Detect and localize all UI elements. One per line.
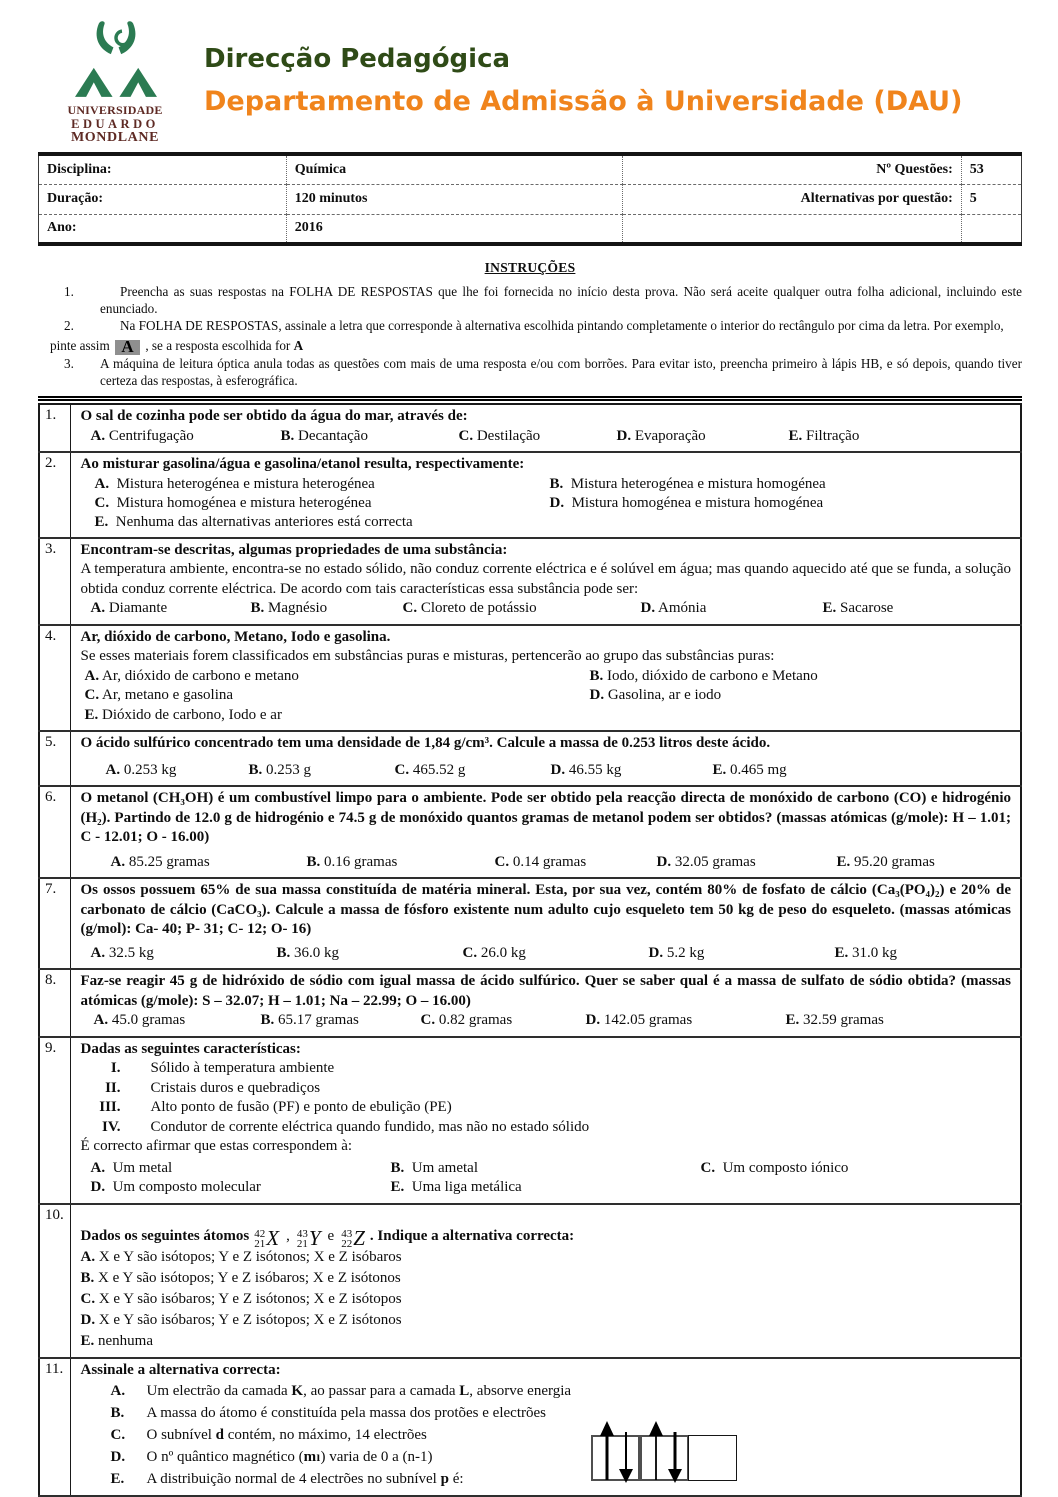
option-a: A. Mistura heterogénea e mistura heterogénea	[94, 475, 375, 492]
disciplina-value: Química	[286, 154, 622, 184]
instruction-item-2	[64, 317, 1022, 334]
option-a: A. 32.5 kg	[90, 944, 154, 961]
option-c: C. 0.82 gramas	[420, 1012, 513, 1028]
orbital-box-empty	[688, 1435, 737, 1481]
option-a: A. Centrifugação	[90, 427, 194, 444]
option-c: C. 465.52 g	[394, 761, 466, 778]
option-b: B. 0.16 gramas	[306, 853, 398, 870]
instruction-text: Preencha as suas respostas na FOLHA DE RESPOSTAS que lhe foi fornecida no início desta prova. Não será aceite qualquer outra folha adicional, incluindo este enunciado.	[100, 284, 1022, 316]
paint-example-post: , se a resposta escolhida for A	[145, 338, 304, 353]
question-stem: Assinale a alternativa correcta:	[80, 1361, 281, 1378]
option-d: D. Um composto molecular	[90, 1179, 261, 1195]
filled-rectangle-example-icon: A	[115, 340, 140, 355]
question-number: 2.	[39, 452, 70, 538]
characteristic-item-1: I. Sólido à temperatura ambiente	[110, 1060, 335, 1076]
option-c: C. 26.0 kg	[462, 944, 526, 961]
instruction-item-1	[64, 283, 1022, 317]
option-c: C. Cloreto de potássio	[402, 600, 537, 616]
characteristic-item-3: III. Alto ponto de fusão (PF) e ponto de ebulição (PE)	[99, 1099, 452, 1115]
option-a: A. Ar, dióxido de carbono e metano	[84, 667, 299, 684]
option-b: B. Magnésio	[250, 600, 328, 616]
alternativas-value: 5	[961, 184, 1021, 214]
orbital-box-paired-1	[591, 1435, 640, 1481]
question-row-1	[39, 404, 1021, 452]
option-b: B. 65.17 gramas	[260, 1012, 359, 1028]
option-d: D. 5.2 kg	[648, 944, 705, 961]
option-b: B. Mistura heterogénea e mistura homogénea	[549, 475, 826, 492]
option-a: A. 85.25 gramas	[110, 853, 210, 870]
question-stem: Dados os seguintes átomos 42 21 X , 43 21 Y e 43 22 Z . Indique a alternativa correcta:	[80, 1225, 575, 1250]
question-row-10	[39, 1204, 1021, 1358]
info-empty-cell	[622, 214, 961, 244]
question-body-text: A temperatura ambiente, encontra-se no estado sólido, não conduz corrente eléctrica e é solúvel em água; mas quando aquecido até que se funda, a solução obtida conduz corrente eléctrica. De acordo com tais características essa substância pode ser:	[80, 561, 1011, 597]
option-a: A. 0.253 kg	[105, 761, 177, 778]
options-row	[111, 853, 1012, 873]
instructions-title: INSTRUÇÕES	[484, 260, 576, 275]
option-c: C. Um composto iónico	[700, 1159, 849, 1176]
question-row-8	[39, 969, 1021, 1037]
option-e: E. 32.59 gramas	[785, 1012, 884, 1028]
option-d: D. Mistura homogénea e mistura homogénea	[549, 494, 824, 511]
duracao-label: Duração:	[39, 184, 287, 214]
atom-separator: e	[327, 1228, 335, 1244]
option-d: D. O nº quântico magnético (mₗ) varia de 0 a (n-1)	[110, 1449, 433, 1465]
options-row	[91, 944, 1012, 964]
question-row-6	[39, 786, 1021, 878]
question-row-2	[39, 452, 1021, 538]
options-row	[91, 1159, 1012, 1179]
option-e: E. 95.20 gramas	[836, 853, 935, 870]
option-b: B. 36.0 kg	[276, 944, 340, 961]
up-down-arrows-icon	[643, 1420, 688, 1484]
question-stem: O sal de cozinha pode ser obtido da água do mar, através de:	[80, 408, 468, 424]
option-e: E. 0.465 mg	[712, 761, 787, 778]
question-stem: Encontram-se descritas, algumas propriedades de uma substância:	[80, 541, 508, 558]
option-e: E. nenhuma	[80, 1332, 153, 1349]
question-stem: Ao misturar gasolina/água e gasolina/etanol resulta, respectivamente:	[80, 456, 525, 472]
question-stem: Faz-se reagir 45 g de hidróxido de sódio com igual massa de ácido sulfúrico. Quer se saber qual é a massa de sulfato de sódio obtida? (massas atómicas (g/mole): S – 32.07; H – 1.01; Na – 22.99; O – 16.00)	[80, 973, 1011, 1009]
header-titles	[194, 20, 962, 117]
option-c: C. Destilação	[458, 427, 541, 444]
option-c: C. Ar, metano e gasolina	[84, 687, 234, 703]
question-stem: Ar, dióxido de carbono, Metano, Iodo e gasolina.	[80, 628, 391, 645]
question-number: 3.	[39, 538, 70, 625]
duracao-value: 120 minutos	[286, 184, 622, 214]
option-c: C. X e Y são isóbaros; Y e Z isótonos; X e Z isótopos	[80, 1290, 402, 1307]
isotope-atom-y: 43 21 Y	[296, 1225, 321, 1250]
option-a: A. Um electrão da camada K, ao passar para a camada L, absorve energia	[110, 1383, 572, 1399]
option-b: B. Iodo, dióxido de carbono e Metano	[589, 667, 818, 684]
ano-value: 2016	[286, 214, 622, 244]
options-row	[94, 1011, 1012, 1031]
characteristic-item-4: IV. Condutor de corrente eléctrica quando fundido, mas não no estado sólido	[102, 1118, 590, 1135]
alternativas-label: Alternativas por questão:	[622, 184, 961, 214]
question-row-9	[39, 1037, 1021, 1204]
option-b: B. Um ametal	[390, 1159, 478, 1176]
university-logo-block	[38, 20, 194, 145]
disciplina-label: Disciplina:	[39, 154, 287, 184]
option-a: A. 45.0 gramas	[93, 1012, 186, 1028]
options-row	[85, 667, 1012, 726]
option-e: E. Filtração	[788, 427, 860, 444]
question-number: 10.	[39, 1204, 70, 1358]
options-row	[91, 599, 1012, 619]
question-number: 4.	[39, 625, 70, 732]
question-row-5	[39, 731, 1021, 786]
atom-separator: ,	[286, 1228, 290, 1244]
options-row	[95, 475, 1012, 532]
num-questoes-value: 53	[961, 154, 1021, 184]
question-number: 5.	[39, 731, 70, 786]
university-name-line2: EDUARDO	[71, 116, 159, 131]
question-stem: Os ossos possuem 65% de sua massa constituída de matéria mineral. Esta, por sua vez, contém 80% de fosfato de cálcio (Ca₃(PO₄)₂) e 20% de carbonato de cálcio (CaCO₃). Calcule a massa de fósforo existente num adulto cujo esqueleto tem 50 kg de peso do esqueleto. (massas atómicas (g/mol): Ca- 40; P- 31; C- 12; O- 16)	[80, 882, 1011, 937]
question-number: 1.	[39, 404, 70, 452]
option-e: E. Dióxido de carbono, Iodo e ar	[84, 706, 282, 723]
direccao-pedagogica-title: Direcção Pedagógica	[204, 44, 511, 74]
options-row	[91, 427, 1012, 447]
exam-info-table	[38, 152, 1022, 246]
option-c: C. 0.14 gramas	[494, 853, 587, 870]
isotope-atom-z: 43 22 Z	[341, 1225, 365, 1250]
option-e: E. Sacarose	[822, 600, 894, 616]
option-d: D. 32.05 gramas	[656, 853, 756, 870]
question-body-text: Se esses materiais forem classificados em substâncias puras e misturas, pertencerão ao grupo das substâncias puras:	[80, 648, 775, 664]
question-number: 6.	[39, 786, 70, 878]
option-b: B. 0.253 g	[248, 761, 312, 778]
question-row-11	[39, 1358, 1021, 1497]
university-name-line3: MONDLANE	[70, 130, 160, 145]
option-e: E. 31.0 kg	[834, 944, 898, 961]
question-row-4	[39, 625, 1021, 732]
option-a: A. Um metal	[90, 1159, 173, 1176]
instruction-number: 3.	[64, 356, 74, 371]
option-d: D. Gasolina, ar e iodo	[589, 687, 722, 703]
question-number: 9.	[39, 1037, 70, 1204]
option-e: E. Nenhuma das alternativas anteriores está correcta	[94, 513, 413, 530]
option-b: B. A massa do átomo é constituída pela massa dos protões e electrões	[110, 1405, 546, 1421]
question-number: 7.	[39, 878, 70, 969]
option-d: D. 46.55 kg	[550, 761, 622, 778]
info-empty-cell	[961, 214, 1021, 244]
uem-logo-icon	[72, 20, 160, 102]
num-questoes-label: Nº Questões:	[622, 154, 961, 184]
info-row-duracao	[39, 184, 1022, 214]
instruction-item-3	[64, 355, 1022, 389]
paint-example-pre: pinte assim	[50, 338, 110, 353]
option-d: D. Evaporação	[616, 427, 706, 444]
options-list	[81, 1247, 1012, 1352]
question-stem: Dadas as seguintes características:	[80, 1040, 301, 1057]
option-a: A. Diamante	[90, 600, 168, 616]
question-followup-text: É correcto afirmar que estas correspondem à:	[80, 1138, 353, 1154]
option-a: A. X e Y são isótopos; Y e Z isótonos; X e Z isóbaros	[80, 1248, 402, 1265]
instruction-number: 1.	[64, 284, 74, 299]
question-row-3	[39, 538, 1021, 625]
option-e: E. A distribuição normal de 4 electrões no subnível p é:	[110, 1471, 464, 1487]
section-divider-double-rule	[38, 396, 1022, 401]
instruction-text: A máquina de leitura óptica anula todas as questões com mais de uma resposta e/ou com borrões. Para evitar isto, preencha primeiro à lápis HB, e só depois, quando tiver certeza das respostas, à esferográfica.	[100, 356, 1022, 388]
options-row	[106, 761, 1012, 781]
page-header	[38, 20, 1022, 152]
dau-title: Departamento de Admissão à Universidade (DAU)	[204, 86, 963, 117]
question-stem: O ácido sulfúrico concentrado tem uma densidade de 1,84 g/cm³. Calcule a massa de 0.253 litros deste ácido.	[80, 735, 771, 751]
info-row-ano	[39, 214, 1022, 244]
university-name	[62, 104, 168, 145]
info-row-disciplina	[39, 154, 1022, 184]
instruction-number: 2.	[64, 318, 74, 333]
option-d: D. Amónia	[640, 600, 707, 616]
isotope-atom-x: 42 21 X	[254, 1225, 280, 1250]
option-c: C. O subnível d contém, no máximo, 14 electrões	[110, 1427, 427, 1443]
university-name-line1: UNIVERSIDADE	[67, 103, 163, 117]
up-down-arrows-icon	[594, 1420, 639, 1484]
options-row	[91, 1178, 1012, 1198]
option-d: D. X e Y são isóbaros; Y e Z isótopos; X e Z isótonos	[80, 1311, 402, 1328]
instructions-section	[38, 260, 1022, 389]
question-row-7	[39, 878, 1021, 969]
question-number: 11.	[39, 1358, 70, 1497]
option-c: C. Mistura homogénea e mistura heterogénea	[94, 494, 372, 511]
orbital-box-paired-2	[640, 1435, 689, 1481]
option-b: B. Decantação	[280, 427, 368, 444]
question-number: 8.	[39, 969, 70, 1037]
question-stem: O metanol (CH₃OH) é um combustível limpo para o ambiente. Pode ser obtido pela reacção directa de monóxido de carbono (CO) e hidrogénio (H₂). Partindo de 12.0 g de hidrogénio e 74.5 g de monóxido quantos gramas de metanol podem ser obtidos? (massas atómicas (g/mole): H – 1.01; C - 12.01; O - 16.00)	[80, 790, 1011, 845]
option-e: E. Uma liga metálica	[390, 1179, 522, 1195]
orbital-diagram	[591, 1435, 737, 1481]
option-b: B. X e Y são isótopos; Y e Z isóbaros; X e Z isótonos	[80, 1269, 401, 1286]
ano-label: Ano:	[39, 214, 287, 244]
characteristic-item-2: II. Cristais duros e quebradiços	[105, 1079, 321, 1096]
instruction-text: Na FOLHA DE RESPOSTAS, assinale a letra que corresponde à alternativa escolhida pintando completamente o interior do rectângulo por cima da letra. Por exemplo,	[120, 318, 1004, 333]
instruction-item-2-example-line	[50, 336, 1022, 355]
questions-table	[38, 403, 1022, 1497]
option-d: D. 142.05 gramas	[585, 1012, 693, 1028]
